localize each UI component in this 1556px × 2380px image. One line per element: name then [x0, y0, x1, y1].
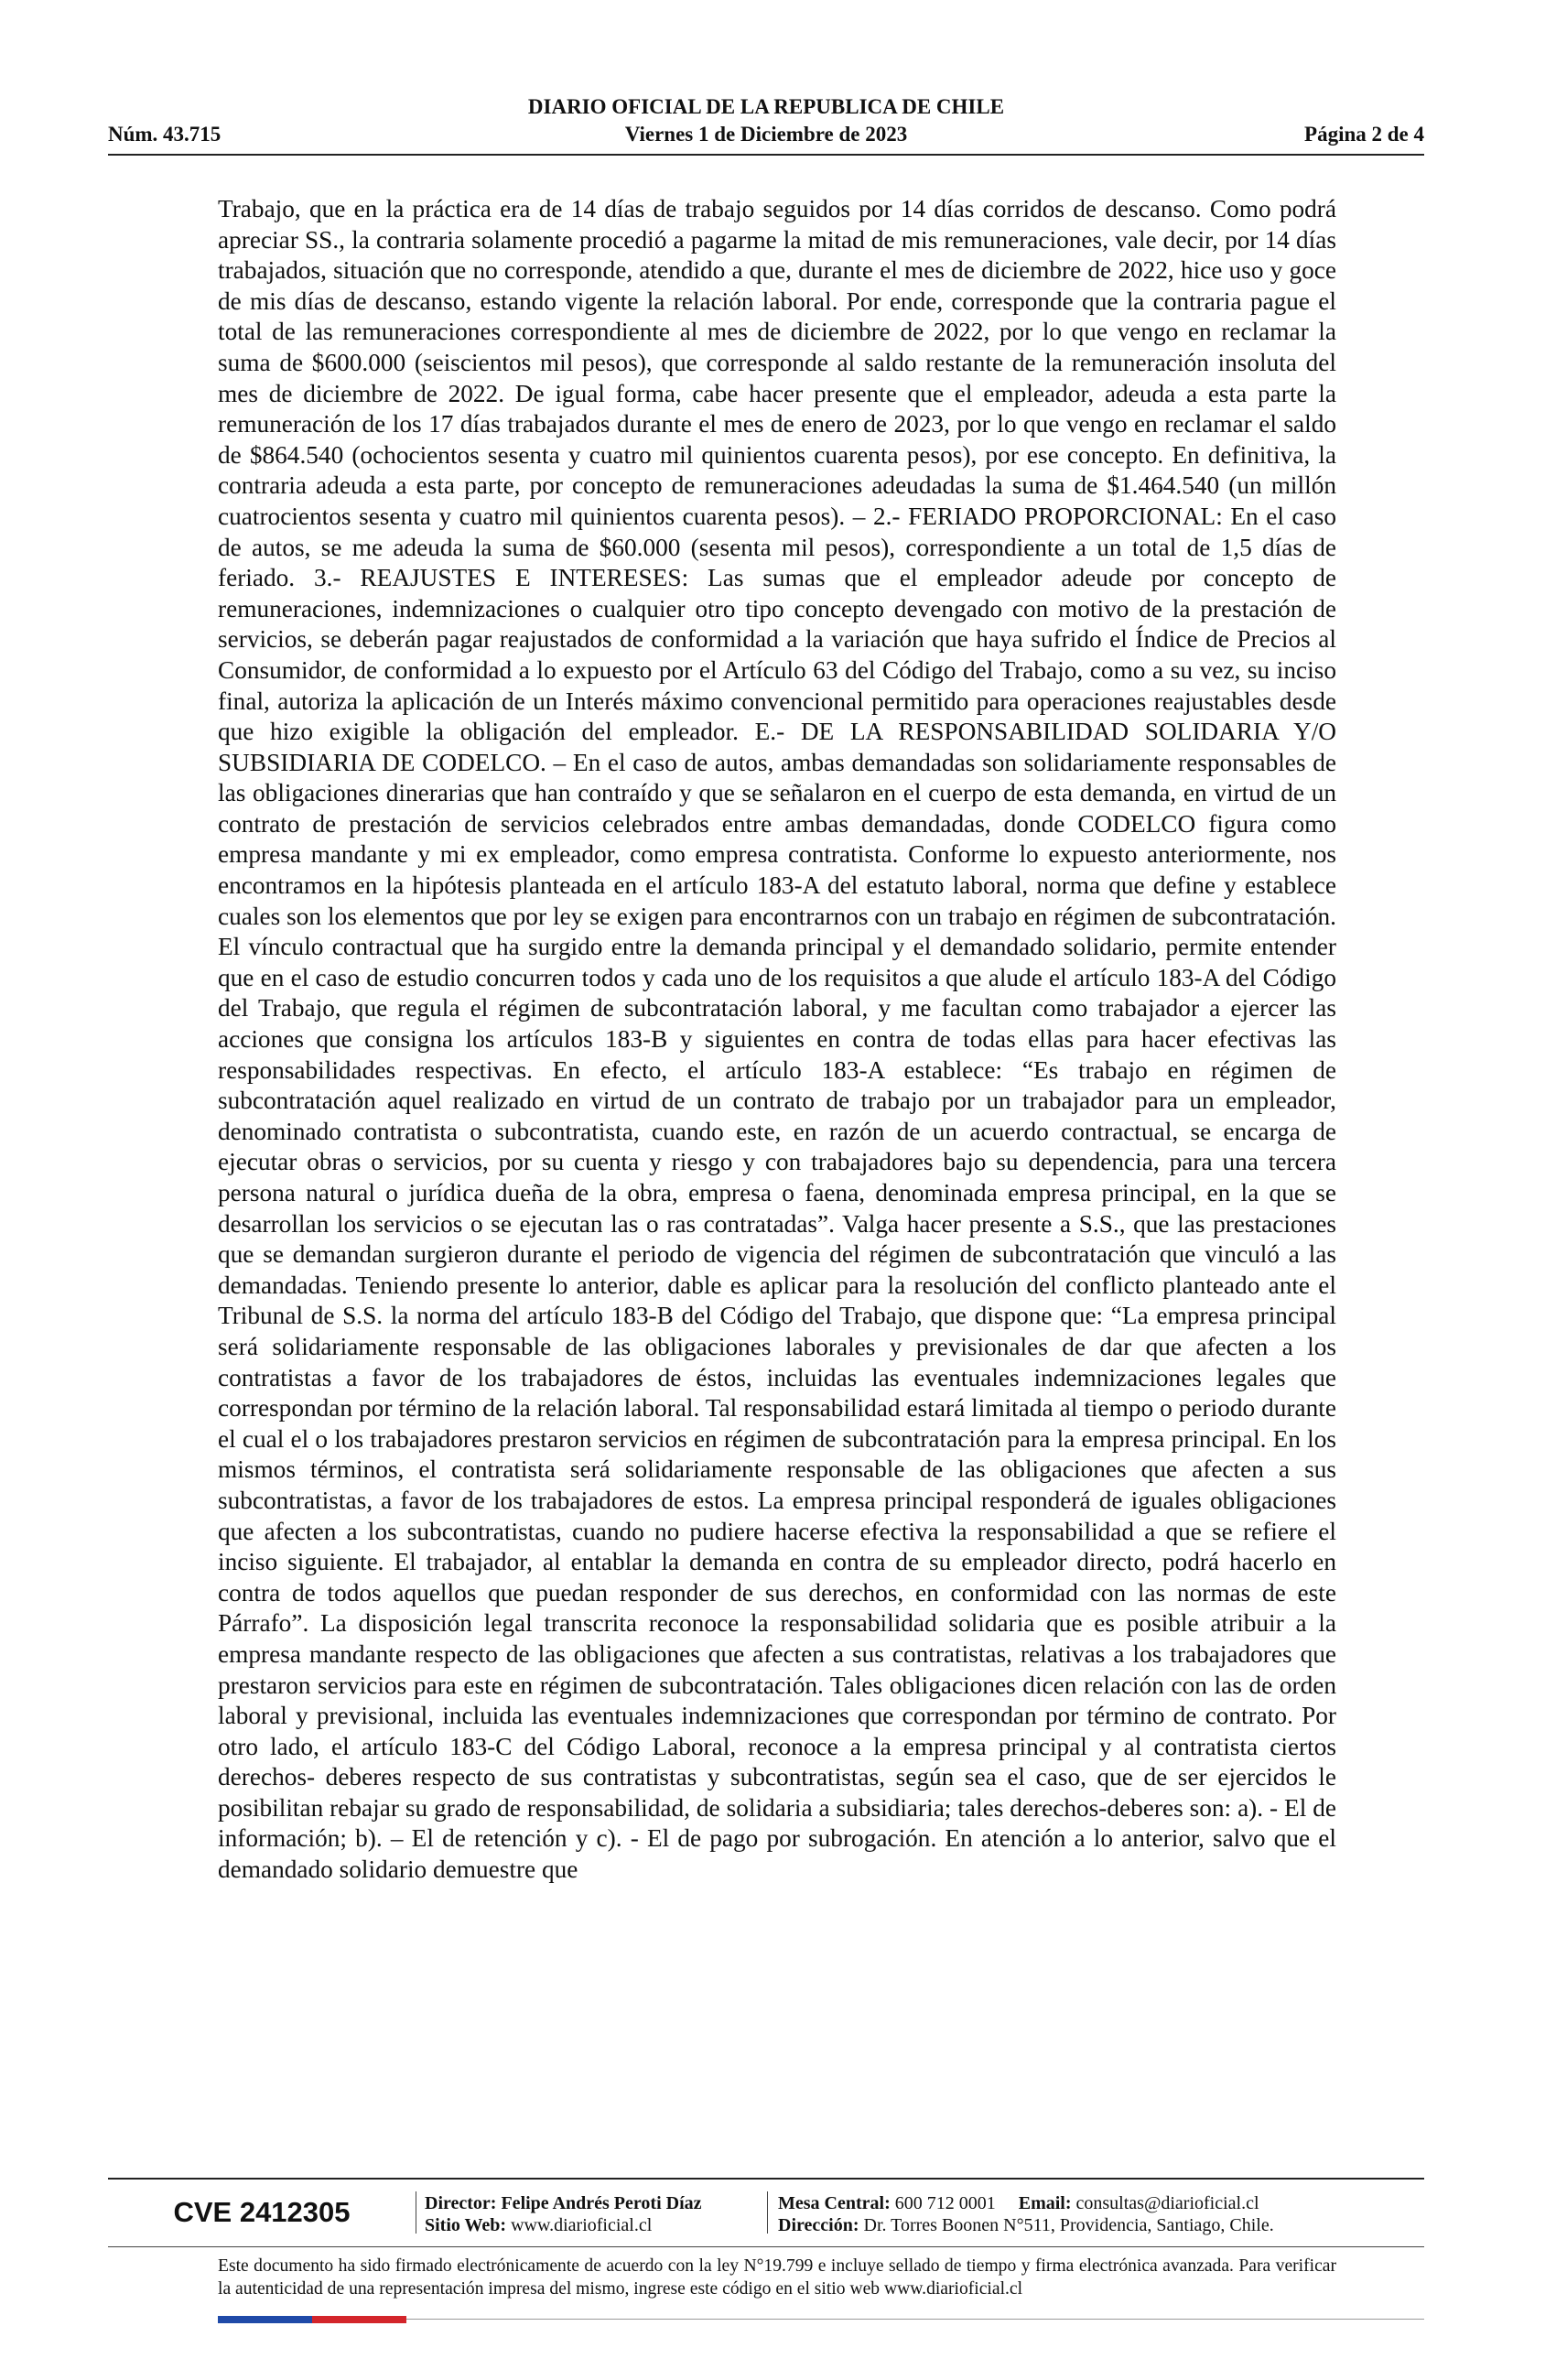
publication-title: DIARIO OFICIAL DE LA REPUBLICA DE CHILE [527, 95, 1005, 118]
document-body [218, 194, 1336, 1886]
email-label: Email: [1018, 2193, 1072, 2213]
flag-red-stripe [312, 2316, 406, 2323]
legal-notice: Este documento ha sido firmado electrónicamente de acuerdo con la ley N°19.799 e incluye sellado de tiempo y firma electrónica avanzada. Para verificar la autenticidad de una representación impresa del mismo, ingrese este código en el sitio web www.diarioficial.cl [218, 2256, 1336, 2299]
web-link[interactable]: www.diarioficial.cl [511, 2215, 653, 2235]
cve-code: CVE 2412305 [173, 2196, 351, 2228]
header-divider [108, 154, 1424, 156]
footer-contact-block [778, 2192, 1274, 2236]
footer-separator [767, 2191, 768, 2234]
flag-blue-stripe [218, 2316, 312, 2323]
footer-divider [108, 2178, 1424, 2180]
footer-director-block [425, 2192, 702, 2236]
mesa-label: Mesa Central: [778, 2193, 891, 2213]
page-indicator: Página 2 de 4 [1304, 123, 1424, 146]
address-value: Dr. Torres Boonen N°511, Providencia, Santiago, Chile. [863, 2215, 1274, 2235]
page-header [108, 92, 1424, 152]
director-name: Felipe Andrés Peroti Díaz [501, 2193, 702, 2213]
body-paragraph: Trabajo, que en la práctica era de 14 días de trabajo seguidos por 14 días corridos de descanso. Como podrá apreciar SS., la contraria solamente procedió a pagarme la mitad de mis remuneraciones, vale decir, por 14 días trabajados, situación que no corresponde, atendido a que, durante el mes de diciembre de 2022, hice uso y goce de mis días de descanso, estando vigente la relación laboral. Por ende, corresponde que la contraria pague el total de las remuneraciones correspondiente al mes de diciembre de 2022, por lo que vengo en reclamar la suma de $600.000 (seiscientos mil pesos), que corresponde al saldo restante de la remuneración insoluta del mes de diciembre de 2022. De igual forma, cabe hacer presente que el empleador, adeuda a esta parte la remuneración de los 17 días trabajados durante el mes de enero de 2023, por lo que vengo en reclamar el saldo de $864.540 (ochocientos sesenta y cuatro mil quinientos cuarenta pesos), por ese concepto. En definitiva, la contraria adeuda a esta parte, por concepto de remuneraciones adeudadas la suma de $1.464.540 (un millón cuatrocientos sesenta y cuatro mil quinientos cuarenta pesos). – 2.- FERIADO PROPORCIONAL: En el caso de autos, se me adeuda la suma de $60.000 (sesenta mil pesos), correspondiente a un total de 1,5 días de feriado. 3.- REAJUSTES E INTERESES: Las sumas que el empleador adeude por concepto de remuneraciones, indemnizaciones o cualquier otro tipo concepto devengado con motivo de la prestación de servicios, se deberán pagar reajustados de conformidad a la variación que haya sufrido el Índice de Precios al Consumidor, de conformidad a lo expuesto por el Artículo 63 del Código del Trabajo, como a su vez, su inciso final, autoriza la aplicación de un Interés máximo convencional permitido para operaciones reajustables desde que hizo exigible la obligación del empleador. E.- DE LA RESPONSABILIDAD SOLIDARIA Y/O SUBSIDIARIA DE CODELCO. – En el caso de autos, ambas demandadas son solidariamente responsables de las obligaciones dinerarias que han contraído y que se señalaron en el cuerpo de esta demanda, en virtud de un contrato de prestación de servicios celebrados entre ambas demandadas, donde CODELCO figura como empresa mandante y mi ex empleador, como empresa contratista. Conforme lo expuesto anteriormente, nos encontramos en la hipótesis planteada en el artículo 183-A del estatuto laboral, norma que define y establece cuales son los elementos que por ley se exigen para encontrarnos con un trabajo en régimen de subcontratación. El vínculo contractual que ha surgido entre la demanda principal y el demandado solidario, permite entender que en el caso de estudio concurren todos y cada uno de los requisitos a que alude el artículo 183-A del Código del Trabajo, que regula el régimen de subcontratación laboral, y me facultan como trabajador a ejercer las acciones que consigna los artículos 183-B y siguientes en contra de todas ellas para hacer efectivas las responsabilidades respectivas. En efecto, el artículo 183-A establece: “Es trabajo en régimen de subcontratación aquel realizado en virtud de un contrato de trabajo por un trabajador para un empleador, denominado contratista o subcontratista, cuando este, en razón de un acuerdo contractual, se encarga de ejecutar obras o servicios, por su cuenta y riesgo y con trabajadores bajo su dependencia, para una tercera persona natural o jurídica dueña de la obra, empresa o faena, denominada empresa principal, en la que se desarrollan los servicios o se ejecutan las o ras contratadas”. Valga hacer presente a S.S., que las prestaciones que se demandan surgieron durante el periodo de vigencia del régimen de subcontratación que vinculó a las demandadas. Teniendo presente lo anterior, dable es aplicar para la resolución del conflicto planteado ante el Tribunal de S.S. la norma del artículo 183-B del Código del Trabajo, que dispone que: “La empresa principal será solidariamente responsable de las obligaciones laborales y previsionales de dar que afecten a los contratistas a favor de los trabajadores de éstos, incluidas las eventuales indemnizaciones legales que correspondan por término de la relación laboral. Tal responsabilidad estará limitada al tiempo o periodo durante el cual el o los trabajadores prestaron servicios en régimen de subcontratación para la empresa principal. En los mismos términos, el contratista será solidariamente responsable de las obligaciones que afecten a sus subcontratistas, a favor de los trabajadores de estos. La empresa principal responderá de iguales obligaciones que afecten a los subcontratistas, cuando no pudiere hacerse efectiva la responsabilidad a que se refiere el inciso siguiente. El trabajador, al entablar la demanda en contra de su empleador directo, podrá hacerlo en contra de todos aquellos que puedan responder de sus derechos, en conformidad con las normas de este Párrafo”. La disposición legal transcrita reconoce la responsabilidad solidaria que es posible atribuir a la empresa mandante respecto de las obligaciones que afecten a sus contratistas, relativas a los trabajadores que prestaron servicios para este en régimen de subcontratación. Tales obligaciones dicen relación con las de orden laboral y previsional, incluida las eventuales indemnizaciones que correspondan por término de contrato. Por otro lado, el artículo 183-C del Código Laboral, reconoce a la empresa principal y al contratista ciertos derechos- deberes respecto de sus contratistas y subcontratistas, según sea el caso, que de ser ejercidos le posibilitan rebajar su grado de responsabilidad, de solidaria a subsidiaria; tales derechos-deberes son: a). - El de información; b). – El de retención y c). - El de pago por subrogación. En atención a lo anterior, salvo que el demandado solidario demuestre que [218, 195, 1336, 1884]
flag-stripe [218, 2316, 406, 2323]
bottom-divider [406, 2319, 1424, 2320]
email-link[interactable]: consultas@diarioficial.cl [1075, 2193, 1259, 2213]
issue-date: Viernes 1 de Diciembre de 2023 [624, 123, 908, 146]
footer-divider-secondary [108, 2246, 1424, 2247]
director-label: Director: [425, 2193, 497, 2213]
address-label: Dirección: [778, 2215, 859, 2235]
issue-number: Núm. 43.715 [108, 123, 222, 146]
web-label: Sitio Web: [425, 2215, 507, 2235]
mesa-phone: 600 712 0001 [894, 2193, 996, 2213]
